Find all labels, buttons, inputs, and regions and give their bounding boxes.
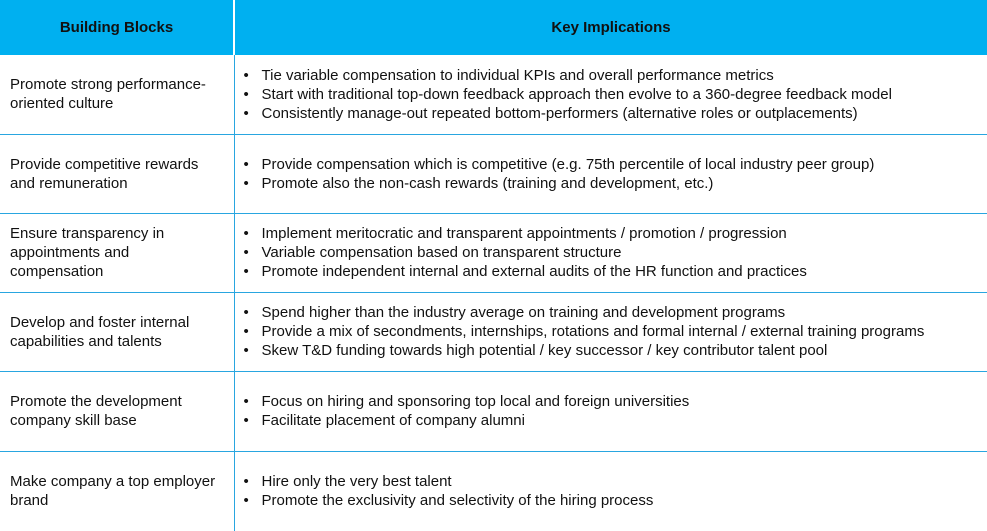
table-header-row: [0, 0, 987, 55]
implication-item: • Implement meritocratic and transparent appointments / promotion / progression: [244, 224, 987, 243]
implications-list: [244, 224, 987, 281]
implication-item: • Focus on hiring and sponsoring top local and foreign universities: [244, 392, 987, 411]
building-block-cell: Develop and foster internal capabilities and talents: [0, 292, 234, 371]
building-block-cell: Provide competitive rewards and remuneration: [0, 134, 234, 213]
building-block-cell: Promote strong performance-oriented culture: [0, 55, 234, 134]
table-row: [0, 371, 987, 451]
implications-cell: [234, 134, 987, 213]
table-row: [0, 213, 987, 292]
implication-item: • Skew T&D funding towards high potential / key successor / key contributor talent pool: [244, 341, 987, 360]
implications-cell: [234, 55, 987, 134]
implications-cell: [234, 371, 987, 451]
table-row: [0, 134, 987, 213]
implication-item: • Tie variable compensation to individual KPIs and overall performance metrics: [244, 66, 987, 85]
table-row: [0, 55, 987, 134]
implication-item: • Provide a mix of secondments, internships, rotations and formal internal / external training programs: [244, 322, 987, 341]
table-row: [0, 451, 987, 531]
implication-item: • Provide compensation which is competitive (e.g. 75th percentile of local industry peer group): [244, 155, 987, 174]
table-row: [0, 292, 987, 371]
implication-item: • Start with traditional top-down feedback approach then evolve to a 360-degree feedback model: [244, 85, 987, 104]
building-block-cell: Ensure transparency in appointments and compensation: [0, 213, 234, 292]
implication-item: • Facilitate placement of company alumni: [244, 411, 987, 430]
implication-item: • Spend higher than the industry average on training and development programs: [244, 303, 987, 322]
building-block-cell: Promote the development company skill base: [0, 371, 234, 451]
implications-list: [244, 303, 987, 360]
header-key-implications: Key Implications: [234, 0, 987, 55]
building-block-cell: Make company a top employer brand: [0, 451, 234, 531]
implications-cell: [234, 213, 987, 292]
implications-cell: [234, 451, 987, 531]
implication-item: • Promote independent internal and external audits of the HR function and practices: [244, 262, 987, 281]
implications-list: [244, 66, 987, 123]
implication-item: • Variable compensation based on transparent structure: [244, 243, 987, 262]
implication-item: • Promote the exclusivity and selectivity of the hiring process: [244, 491, 987, 510]
implications-list: [244, 155, 987, 193]
implication-item: • Promote also the non-cash rewards (training and development, etc.): [244, 174, 987, 193]
implication-item: • Consistently manage-out repeated bottom-performers (alternative roles or outplacements): [244, 104, 987, 123]
implications-list: [244, 392, 987, 430]
header-building-blocks: Building Blocks: [0, 0, 234, 55]
implications-list: [244, 472, 987, 510]
implications-cell: [234, 292, 987, 371]
implication-item: • Hire only the very best talent: [244, 472, 987, 491]
